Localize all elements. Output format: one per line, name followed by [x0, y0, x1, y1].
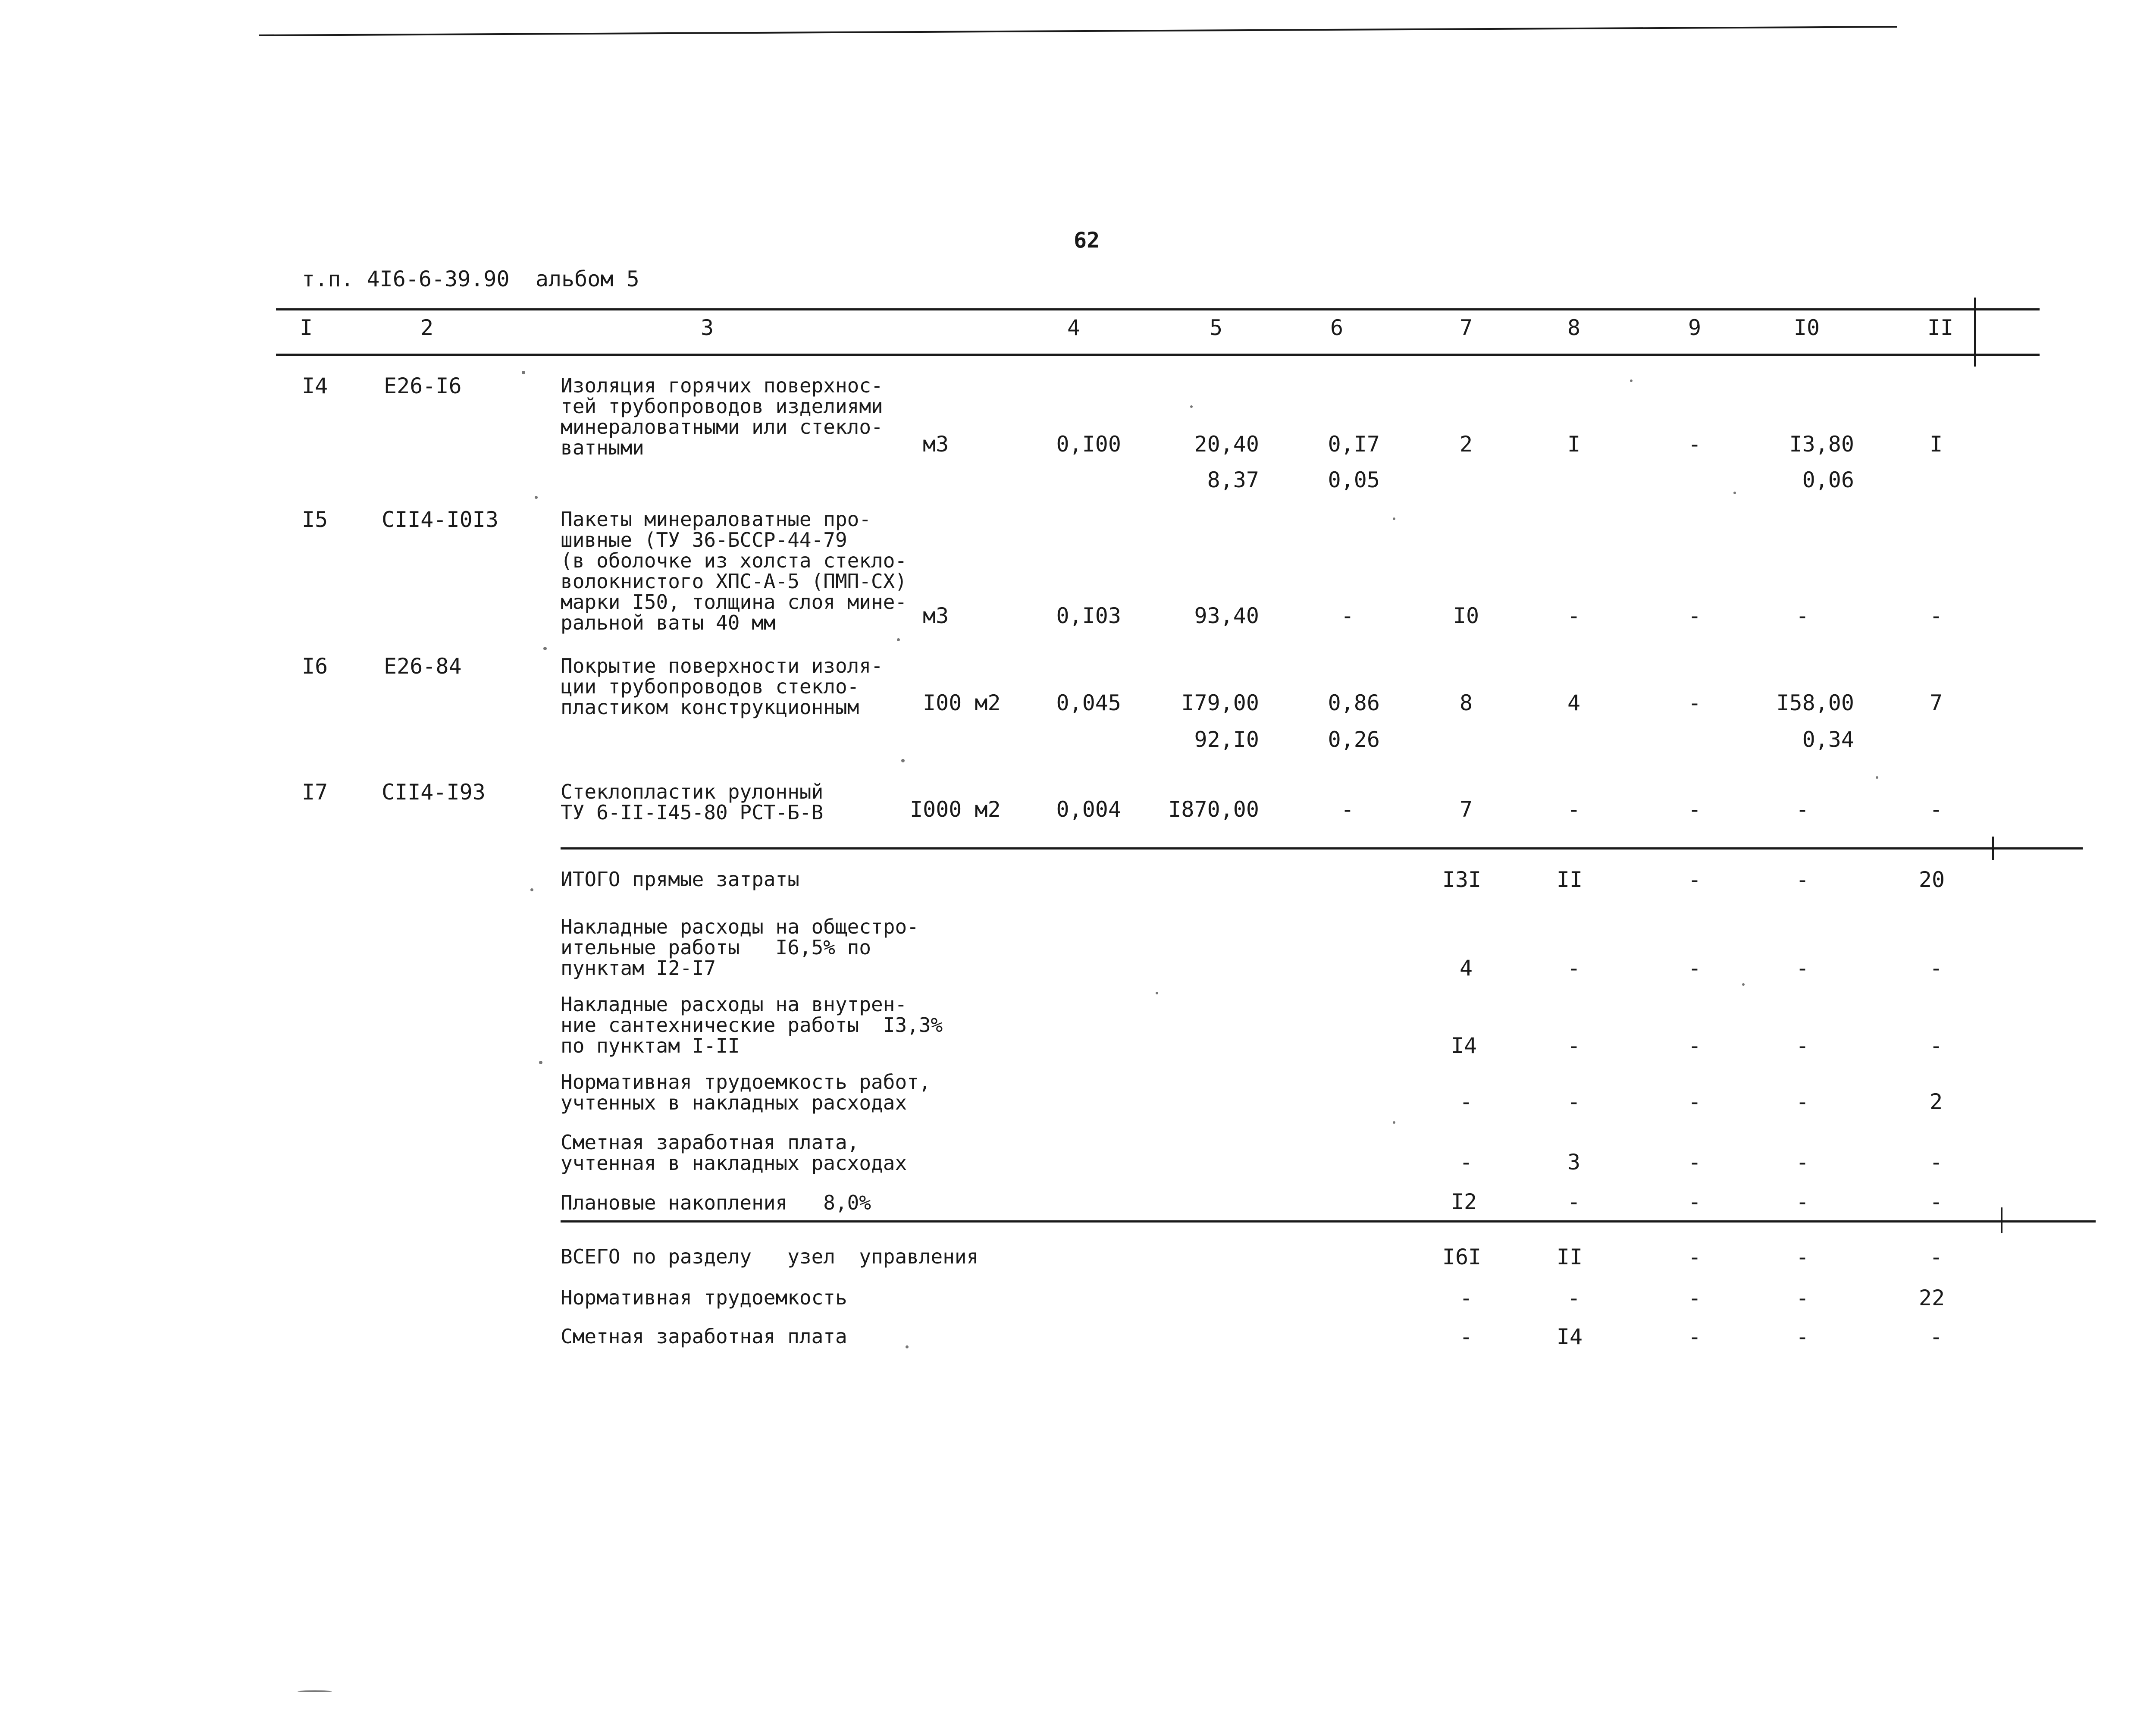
cell-col10: -	[1796, 1189, 1809, 1214]
row-unit: м3	[923, 603, 949, 628]
cell-col8: -	[1567, 1033, 1581, 1058]
summary-label: Плановые накопления 8,0%	[561, 1191, 871, 1214]
cell-col8: I4	[1556, 1324, 1583, 1349]
cell-col9: -	[1688, 1150, 1702, 1175]
cell-col5: 93,40	[1194, 603, 1259, 628]
column-header: 6	[1330, 315, 1344, 340]
cell-col9: -	[1688, 432, 1702, 457]
salary-col10: 0,34	[1802, 727, 1854, 752]
cell-col11: -	[1929, 1150, 1943, 1175]
cell-col9: -	[1688, 1285, 1702, 1310]
cell-col11: 7	[1929, 690, 1943, 715]
cell-col7: I3I	[1442, 867, 1482, 892]
cell-col4: 0,004	[1056, 797, 1121, 822]
scan-speck	[530, 888, 533, 891]
summary-label: Накладные расходы на внутрен- ние сантехнические работы I3,3% по пунктам I-II	[561, 993, 943, 1057]
cell-col11: I	[1929, 432, 1943, 457]
cell-col8: -	[1567, 797, 1581, 822]
salary-col5: 92,I0	[1194, 727, 1259, 752]
salary-col6: 0,05	[1328, 467, 1380, 492]
row-description: Изоляция горячих поверхнос- тей трубопроводов изделиями минераловатными или стекло- ватными	[561, 374, 883, 459]
salary-col6: 0,26	[1328, 727, 1380, 752]
cell-col11: 2	[1929, 1089, 1943, 1114]
scan-top-edge	[259, 26, 1897, 36]
row-code: СII4-I0I3	[382, 507, 498, 532]
cell-col8: -	[1567, 956, 1581, 981]
scan-speck	[1733, 492, 1736, 494]
cell-col10: -	[1796, 1324, 1809, 1349]
cell-col6: -	[1341, 797, 1354, 822]
row-code: Е26-I6	[384, 373, 462, 398]
cell-col10: -	[1796, 867, 1809, 892]
column-header: 9	[1688, 315, 1702, 340]
cell-col10: -	[1796, 1089, 1809, 1114]
summary-top-rule	[561, 847, 2083, 850]
cell-col8: I	[1567, 432, 1581, 457]
column-header: 3	[700, 315, 714, 340]
scan-speck	[535, 496, 538, 499]
scan-speck	[1876, 776, 1878, 779]
summary-label: Нормативная трудоемкость работ, учтенных в накладных расходах	[561, 1070, 931, 1114]
cell-col7: -	[1459, 1089, 1473, 1114]
cell-col4: 0,I00	[1056, 432, 1121, 457]
summary-label: Накладные расходы на общестро- ительные работы I6,5% по пунктам I2-I7	[561, 915, 919, 980]
cell-col7: 2	[1459, 432, 1473, 457]
page-number: 62	[1074, 228, 1100, 253]
scan-speck	[897, 638, 900, 641]
cell-col7: I4	[1451, 1033, 1477, 1058]
totals-top-tick	[2001, 1207, 2002, 1233]
cell-col9: -	[1688, 1033, 1702, 1058]
cell-col7: I2	[1451, 1189, 1477, 1214]
cell-col7: I0	[1453, 603, 1479, 628]
row-number: I6	[302, 654, 328, 679]
scan-speck	[539, 1061, 542, 1064]
cell-col8: 4	[1567, 690, 1581, 715]
cell-col10: -	[1796, 1150, 1809, 1175]
summary-top-tick	[1992, 837, 1994, 860]
cell-col6: -	[1341, 603, 1354, 628]
cell-col11: 22	[1918, 1285, 1945, 1310]
cell-col9: -	[1688, 690, 1702, 715]
cell-col6: 0,I7	[1328, 432, 1380, 457]
cell-col9: -	[1688, 797, 1702, 822]
row-description: Покрытие поверхности изоля- ции трубопроводов стекло- пластиком конструкционным	[561, 654, 883, 719]
cell-col11: -	[1929, 1245, 1943, 1270]
row-unit: м3	[923, 432, 949, 457]
row-description: Стеклопластик рулонный ТУ 6-II-I45-80 РСТ-Б-В	[561, 780, 824, 824]
cell-col7: 7	[1459, 797, 1473, 822]
cell-col7: 8	[1459, 690, 1473, 715]
cell-col9: -	[1688, 956, 1702, 981]
cell-col10: I3,80	[1789, 432, 1854, 457]
salary-col10: 0,06	[1802, 467, 1854, 492]
cell-col4: 0,045	[1056, 690, 1121, 715]
scan-speck	[1393, 517, 1395, 520]
cell-col9: -	[1688, 867, 1702, 892]
column-header: 5	[1209, 315, 1223, 340]
cell-col11: -	[1929, 1033, 1943, 1058]
cell-col11: -	[1929, 1324, 1943, 1349]
cell-col8: II	[1556, 1245, 1583, 1270]
cell-col9: -	[1688, 1189, 1702, 1214]
cell-col5: I79,00	[1181, 690, 1259, 715]
cell-col7: -	[1459, 1150, 1473, 1175]
cell-col7: 4	[1459, 956, 1473, 981]
cell-col8: 3	[1567, 1150, 1581, 1175]
totals-label: Нормативная трудоемкость	[561, 1286, 847, 1309]
scan-speck	[906, 1345, 909, 1348]
cell-col4: 0,I03	[1056, 603, 1121, 628]
scan-speck	[1190, 405, 1193, 408]
row-number: I5	[302, 507, 328, 532]
column-header: 8	[1567, 315, 1581, 340]
cell-col8: II	[1556, 867, 1583, 892]
table-right-border	[1974, 298, 1976, 367]
row-unit: I000 м2	[910, 797, 1001, 822]
cell-col7: -	[1459, 1285, 1473, 1310]
column-header: 2	[420, 315, 434, 340]
cell-col11: -	[1929, 603, 1943, 628]
table-header-top-rule	[276, 308, 2040, 310]
cell-col6: 0,86	[1328, 690, 1380, 715]
scan-speck	[1742, 983, 1745, 986]
cell-col8: -	[1567, 603, 1581, 628]
cell-col10: -	[1796, 956, 1809, 981]
cell-col11: 20	[1918, 867, 1945, 892]
cell-col11: -	[1929, 956, 1943, 981]
document-reference: т.п. 4I6-6-39.90 альбом 5	[302, 266, 639, 292]
cell-col7: I6I	[1442, 1245, 1482, 1270]
summary-label: Сметная заработная плата, учтенная в накладных расходах	[561, 1131, 907, 1175]
cell-col11: -	[1929, 797, 1943, 822]
cell-col8: -	[1567, 1089, 1581, 1114]
column-header: I0	[1793, 315, 1820, 340]
row-code: Е26-84	[384, 654, 462, 679]
cell-col7: -	[1459, 1324, 1473, 1349]
cell-col5: I870,00	[1168, 797, 1259, 822]
scan-speck	[1393, 1121, 1395, 1124]
row-description: Пакеты минераловатные про- шивные (ТУ 36-БССР-44-79 (в оболочке из холста стекло- волокнистого ХПС-А-5 (ПМП-СХ) марки I50, толщина слоя мине- ральной ваты 40 мм	[561, 508, 907, 634]
cell-col9: -	[1688, 1245, 1702, 1270]
cell-col11: -	[1929, 1189, 1943, 1214]
column-header: 4	[1067, 315, 1081, 340]
scan-speck	[901, 759, 905, 762]
scan-speck	[1630, 379, 1633, 382]
cell-col5: 20,40	[1194, 432, 1259, 457]
row-unit: I00 м2	[923, 690, 1001, 715]
totals-top-rule	[561, 1220, 2096, 1223]
cell-col9: -	[1688, 1089, 1702, 1114]
row-number: I4	[302, 373, 328, 398]
cell-col10: -	[1796, 1285, 1809, 1310]
cell-col8: -	[1567, 1285, 1581, 1310]
cell-col9: -	[1688, 1324, 1702, 1349]
table-header-bottom-rule	[276, 354, 2040, 356]
cell-col10: -	[1796, 797, 1809, 822]
scan-speck	[1156, 992, 1158, 994]
row-code: СII4-I93	[382, 780, 486, 805]
cell-col10: I58,00	[1776, 690, 1854, 715]
totals-label: Сметная заработная плата	[561, 1325, 847, 1348]
summary-label: ИТОГО прямые затраты	[561, 868, 799, 891]
cell-col10: -	[1796, 1033, 1809, 1058]
scan-speck	[298, 1690, 332, 1692]
cell-col8: -	[1567, 1189, 1581, 1214]
scan-speck	[522, 371, 525, 374]
row-number: I7	[302, 780, 328, 805]
cell-col10: -	[1796, 1245, 1809, 1270]
salary-col5: 8,37	[1207, 467, 1259, 492]
scan-speck	[543, 647, 547, 650]
totals-label: ВСЕГО по разделу узел управления	[561, 1245, 979, 1268]
column-header: I	[299, 315, 313, 340]
column-header: II	[1927, 315, 1954, 340]
cell-col9: -	[1688, 603, 1702, 628]
cell-col10: -	[1796, 603, 1809, 628]
column-header: 7	[1459, 315, 1473, 340]
